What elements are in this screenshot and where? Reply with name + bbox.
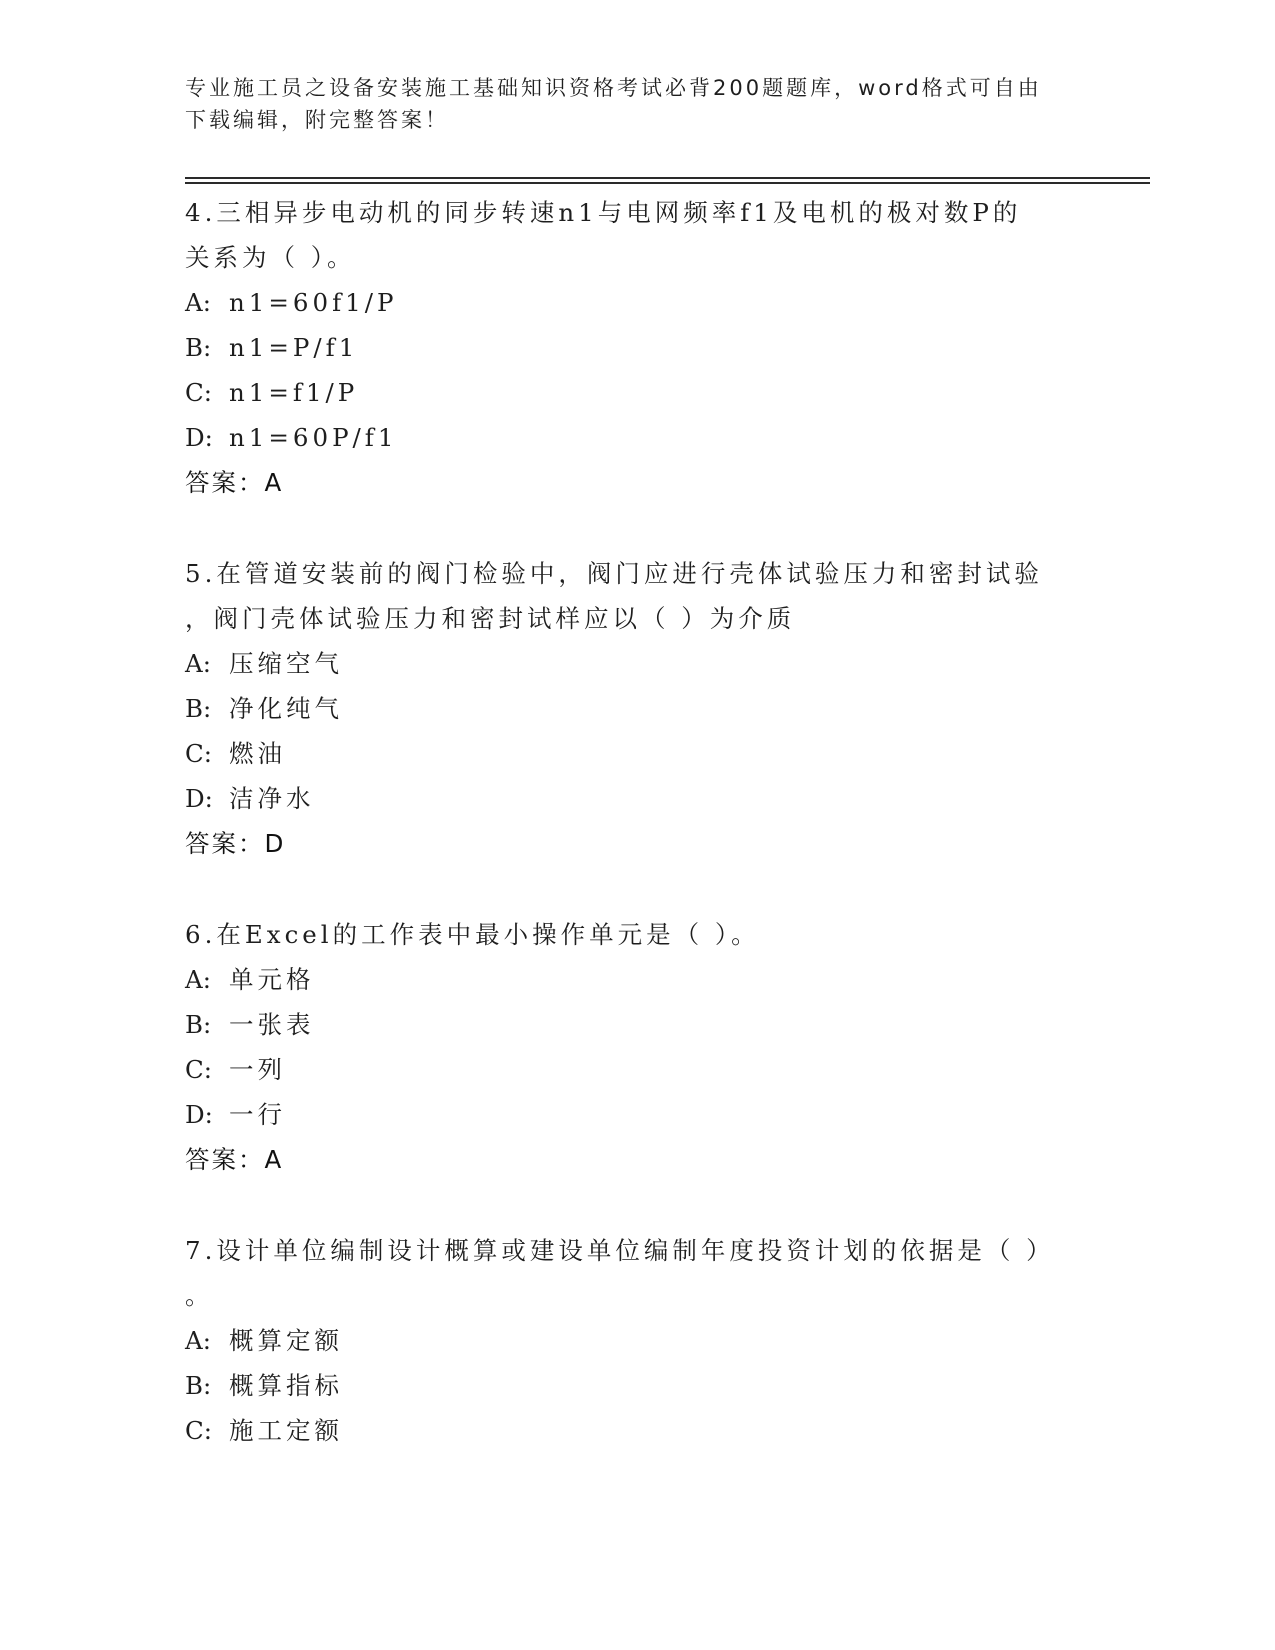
answer-line: 答案：A <box>185 1145 284 1174</box>
option-label: C: <box>185 1055 213 1084</box>
question-stem-line: 6.在Excel的工作表中最小操作单元是（ ）。 <box>185 920 760 949</box>
header-divider-bottom <box>185 182 1150 184</box>
option-item <box>185 415 1085 460</box>
question-block <box>185 551 1085 866</box>
option-item <box>185 686 1085 731</box>
question-stem <box>185 190 1085 280</box>
question-stem-line: 7.设计单位编制设计概算或建设单位编制年度投资计划的依据是（ ） <box>185 1236 1055 1265</box>
option-label: B: <box>185 1371 212 1400</box>
question-stem-line: 关系为（ ）。 <box>185 243 356 272</box>
option-label: A: <box>185 965 211 994</box>
option-text: 概算指标 <box>229 1371 343 1400</box>
question-spacer <box>185 1182 1085 1228</box>
question-stem-line: ，阀门壳体试验压力和密封试样应以（ ）为介质 <box>185 604 796 633</box>
option-list <box>185 1318 1085 1453</box>
option-item <box>185 1408 1085 1453</box>
question-stem <box>185 1228 1085 1318</box>
answer-line: 答案：A <box>185 468 284 497</box>
document-header <box>185 72 1055 136</box>
option-item <box>185 1047 1085 1092</box>
question-spacer <box>185 505 1085 551</box>
option-text: 洁净水 <box>229 784 315 813</box>
option-label: D: <box>185 784 213 813</box>
question-block <box>185 190 1085 505</box>
question-stem <box>185 551 1085 641</box>
option-item <box>185 641 1085 686</box>
option-text: 概算定额 <box>229 1326 343 1355</box>
question-block <box>185 912 1085 1182</box>
question-stem <box>185 912 1085 957</box>
option-list <box>185 280 1085 460</box>
option-text: 一张表 <box>229 1010 315 1039</box>
header-divider-top <box>185 177 1150 179</box>
option-list <box>185 957 1085 1137</box>
option-label: C: <box>185 378 213 407</box>
option-item <box>185 1318 1085 1363</box>
option-text: n1=f1/P <box>229 378 359 407</box>
question-list <box>185 190 1085 1453</box>
option-text: 一行 <box>229 1100 286 1129</box>
option-label: A: <box>185 649 211 678</box>
option-label: A: <box>185 288 211 317</box>
option-item <box>185 325 1085 370</box>
option-text: 燃油 <box>229 739 286 768</box>
option-text: 压缩空气 <box>229 649 343 678</box>
option-text: n1=60P/f1 <box>229 423 398 452</box>
option-label: D: <box>185 423 213 452</box>
option-list <box>185 641 1085 821</box>
question-block <box>185 1228 1085 1453</box>
option-text: n1=P/f1 <box>229 333 359 362</box>
option-text: 施工定额 <box>229 1416 343 1445</box>
option-text: n1=60f1/P <box>229 288 398 317</box>
option-item <box>185 957 1085 1002</box>
option-label: B: <box>185 694 212 723</box>
header-line-2: 下载编辑，附完整答案！ <box>185 108 449 132</box>
option-label: B: <box>185 333 212 362</box>
option-label: B: <box>185 1010 212 1039</box>
option-text: 一列 <box>229 1055 286 1084</box>
answer-line: 答案：D <box>185 829 286 858</box>
option-text: 净化纯气 <box>229 694 343 723</box>
option-item <box>185 1002 1085 1047</box>
option-item <box>185 370 1085 415</box>
option-text: 单元格 <box>229 965 315 994</box>
option-item <box>185 1092 1085 1137</box>
question-spacer <box>185 866 1085 912</box>
option-label: C: <box>185 739 213 768</box>
option-item <box>185 280 1085 325</box>
header-line-1: 专业施工员之设备安装施工基础知识资格考试必背200题题库，word格式可自由 <box>185 76 1042 100</box>
option-item <box>185 1363 1085 1408</box>
question-stem-line: 4.三相异步电动机的同步转速n1与电网频率f1及电机的极对数P的 <box>185 198 1022 227</box>
option-label: C: <box>185 1416 213 1445</box>
question-stem-line: 5.在管道安装前的阀门检验中，阀门应进行壳体试验压力和密封试验 <box>185 559 1043 588</box>
option-item <box>185 731 1085 776</box>
option-label: D: <box>185 1100 213 1129</box>
option-item <box>185 776 1085 821</box>
option-label: A: <box>185 1326 211 1355</box>
question-stem-line: 。 <box>185 1281 214 1310</box>
